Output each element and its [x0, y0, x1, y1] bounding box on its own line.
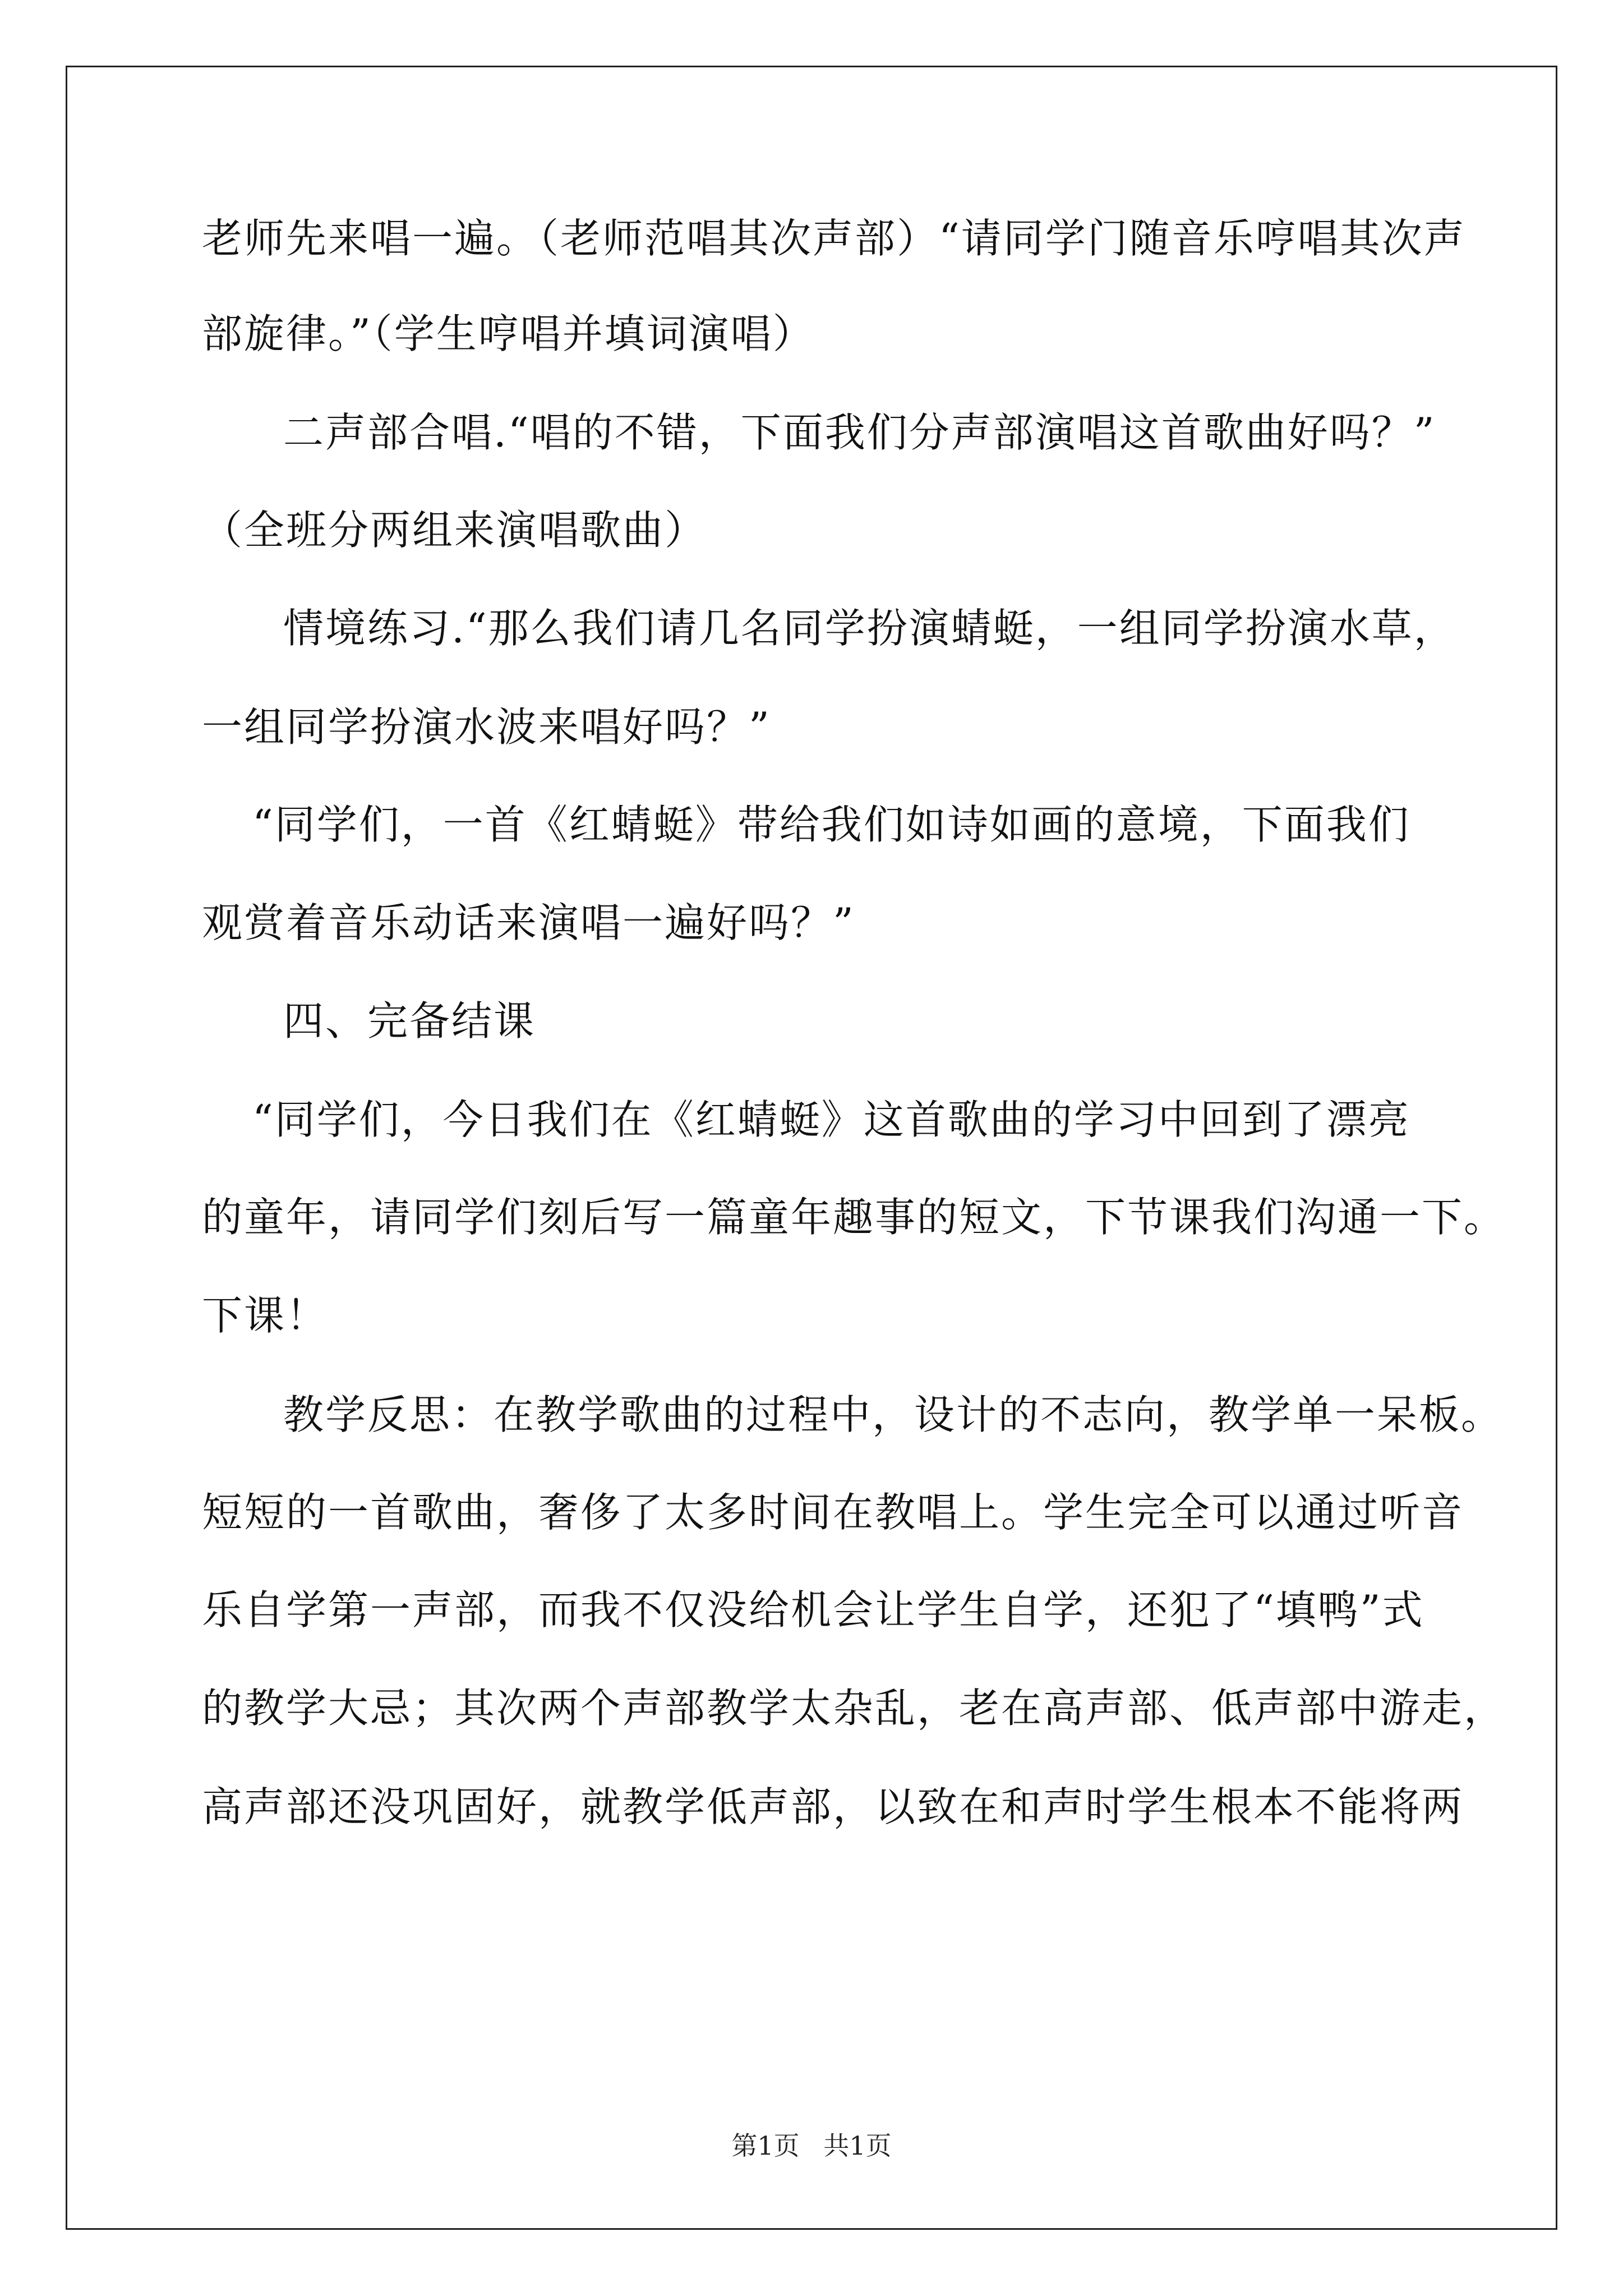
text-line: “同学们，今日我们在《红蜻蜓》这首歌曲的学习中回到了漂亮 [252, 1096, 1410, 1143]
page-total: 共1页 [823, 2131, 892, 2161]
page-footer [0, 2129, 1623, 2162]
text-line: 的教学大忌；其次两个声部教学太杂乱，老在高声部、低声部中游走， [202, 1685, 1506, 1732]
text-line: 教学反思：在教学歌曲的过程中，设计的不志向，教学单一呆板。 [283, 1391, 1504, 1438]
page-frame [66, 66, 1557, 2230]
text-line: 老师先来唱一遍。（老师范唱其次声部）“请同学门随音乐哼唱其次声 [202, 215, 1466, 262]
text-line: 二声部合唱.“唱的不错，下面我们分声部演唱这首歌曲好吗？” [283, 409, 1436, 456]
text-line: 情境练习.“那么我们请几名同学扮演蜻蜓，一组同学扮演水草， [283, 605, 1456, 652]
text-line: 短短的一首歌曲，奢侈了太多时间在教唱上。学生完全可以通过听音 [202, 1489, 1464, 1536]
text-line: 观赏着音乐动话来演唱一遍好吗？” [202, 899, 855, 946]
text-line: 一组同学扮演水波来唱好吗？” [202, 703, 771, 751]
text-line: （全班分两组来演唱歌曲） [202, 507, 707, 554]
text-line: 乐自学第一声部，而我不仅没给机会让学生自学，还犯了“填鸭”式 [202, 1586, 1424, 1634]
section-heading: 四、完备结课 [283, 997, 536, 1045]
text-line: 高声部还没巩固好，就教学低声部，以致在和声时学生根本不能将两 [202, 1783, 1464, 1830]
text-line: “同学们，一首《红蜻蜓》带给我们如诗如画的意境，下面我们 [252, 801, 1410, 848]
page-number: 第1页 [731, 2131, 800, 2161]
text-line: 的童年，请同学们刻后写一篇童年趣事的短文，下节课我们沟通一下。 [202, 1194, 1506, 1241]
text-line: 部旋律。”（学生哼唱并填词演唱） [202, 310, 815, 357]
text-line: 下课！ [202, 1292, 329, 1339]
